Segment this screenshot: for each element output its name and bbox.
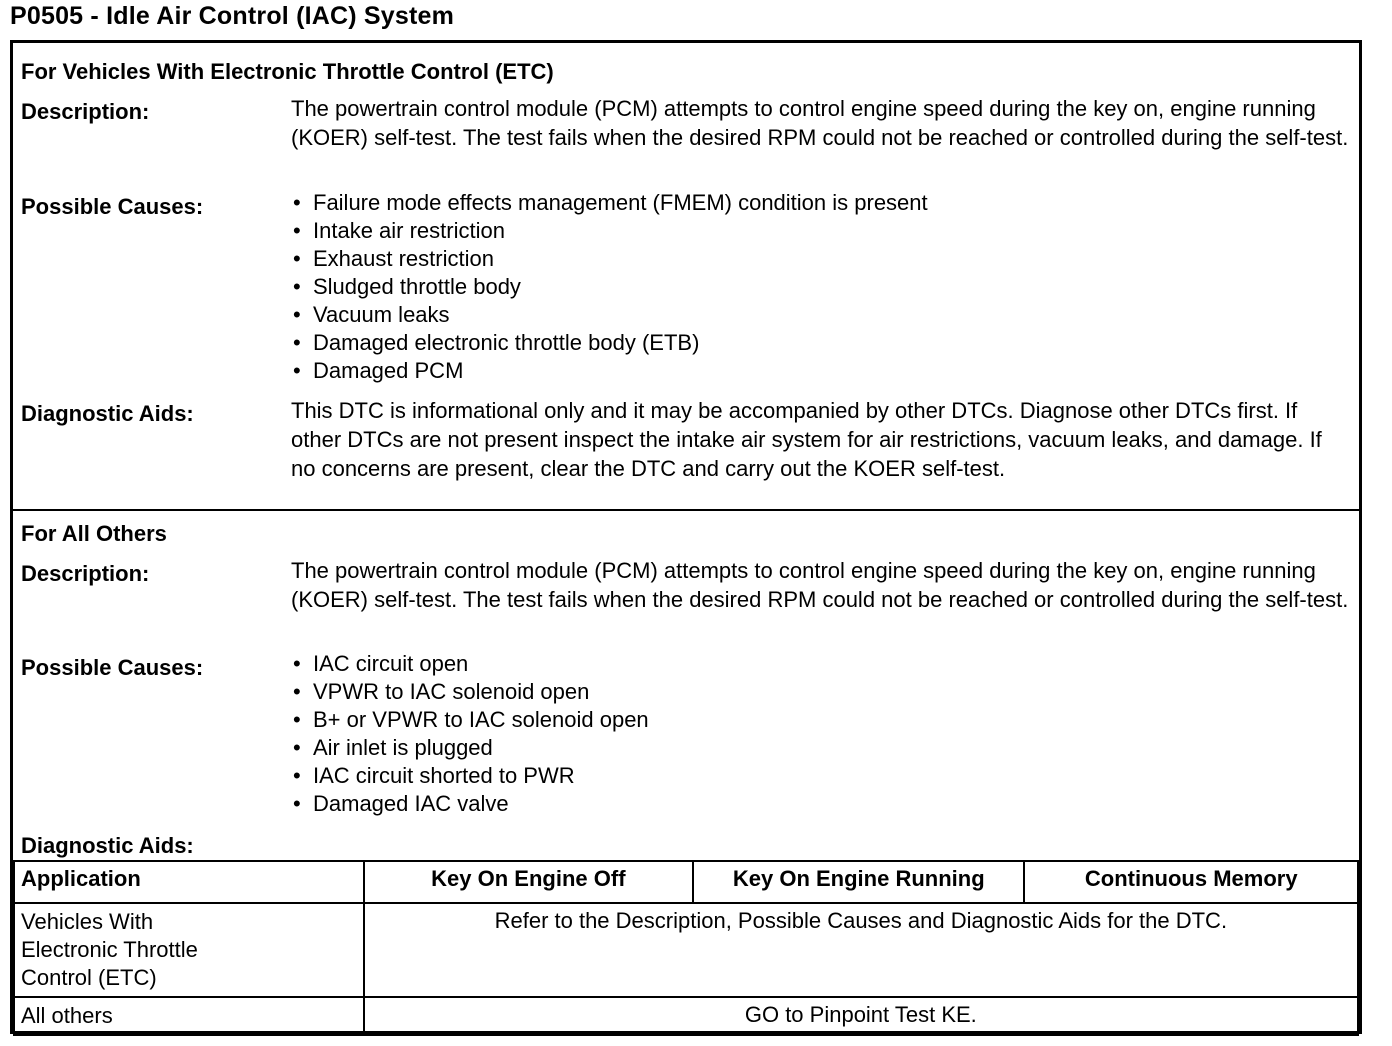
etc-causes-label: Possible Causes: <box>21 194 204 219</box>
etc-description-label: Description: <box>21 99 150 124</box>
etc-aids-label: Diagnostic Aids: <box>21 401 194 426</box>
list-item: • IAC circuit shorted to PWR <box>291 762 1351 790</box>
others-causes-list <box>291 650 1351 818</box>
list-item: • Failure mode effects management (FMEM) condition is present <box>291 189 1351 217</box>
page-title: P0505 - Idle Air Control (IAC) System <box>10 2 455 30</box>
etc-section <box>13 43 1359 511</box>
list-item: • Sludged throttle body <box>291 273 1351 301</box>
list-item: • IAC circuit open <box>291 650 1351 678</box>
list-item: • Damaged electronic throttle body (ETB) <box>291 329 1351 357</box>
list-item: • Air inlet is plugged <box>291 734 1351 762</box>
list-item: • Exhaust restriction <box>291 245 1351 273</box>
others-description-label: Description: <box>21 561 150 586</box>
list-item: • Vacuum leaks <box>291 301 1351 329</box>
header-koer: Key On Engine Running <box>693 861 1024 903</box>
table-header-row <box>14 861 1358 903</box>
dtc-frame <box>10 40 1362 1034</box>
header-continuous-memory: Continuous Memory <box>1024 861 1358 903</box>
list-item: • Damaged PCM <box>291 357 1351 385</box>
action-cell: GO to Pinpoint Test KE. <box>364 997 1358 1035</box>
header-application: Application <box>14 861 364 903</box>
others-heading: For All Others <box>21 521 167 546</box>
application-table <box>13 860 1359 1036</box>
list-item: • Intake air restriction <box>291 217 1351 245</box>
header-koeo: Key On Engine Off <box>364 861 693 903</box>
etc-description: The powertrain control module (PCM) attempts to control engine speed during the key on, engine running (KOER) self-test. The test fails when the desired RPM could not be reached or controlled during the self-test. <box>291 96 1349 150</box>
table-row <box>14 903 1358 997</box>
application-cell: Vehicles With Electronic Throttle Control (ETC) <box>14 903 364 997</box>
table-row <box>14 997 1358 1035</box>
etc-heading: For Vehicles With Electronic Throttle Control (ETC) <box>21 59 554 84</box>
others-causes-label: Possible Causes: <box>21 655 204 680</box>
etc-causes-list <box>291 189 1351 385</box>
others-section <box>13 511 1359 863</box>
list-item: • B+ or VPWR to IAC solenoid open <box>291 706 1351 734</box>
etc-aids: This DTC is informational only and it may be accompanied by other DTCs. Diagnose other DTCs first. If other DTCs are not present inspect the intake air system for air restrictions, vacuum leaks, and damage. If no concerns are present, clear the DTC and carry out the KOER self-test. <box>291 398 1322 481</box>
others-description: The powertrain control module (PCM) attempts to control engine speed during the key on, engine running (KOER) self-test. The test fails when the desired RPM could not be reached or controlled during the self-test. <box>291 558 1349 612</box>
list-item: • Damaged IAC valve <box>291 790 1351 818</box>
list-item: • VPWR to IAC solenoid open <box>291 678 1351 706</box>
action-cell: Refer to the Description, Possible Causes and Diagnostic Aids for the DTC. <box>364 903 1358 997</box>
others-aids-label: Diagnostic Aids: <box>21 833 194 858</box>
application-cell: All others <box>14 997 364 1035</box>
